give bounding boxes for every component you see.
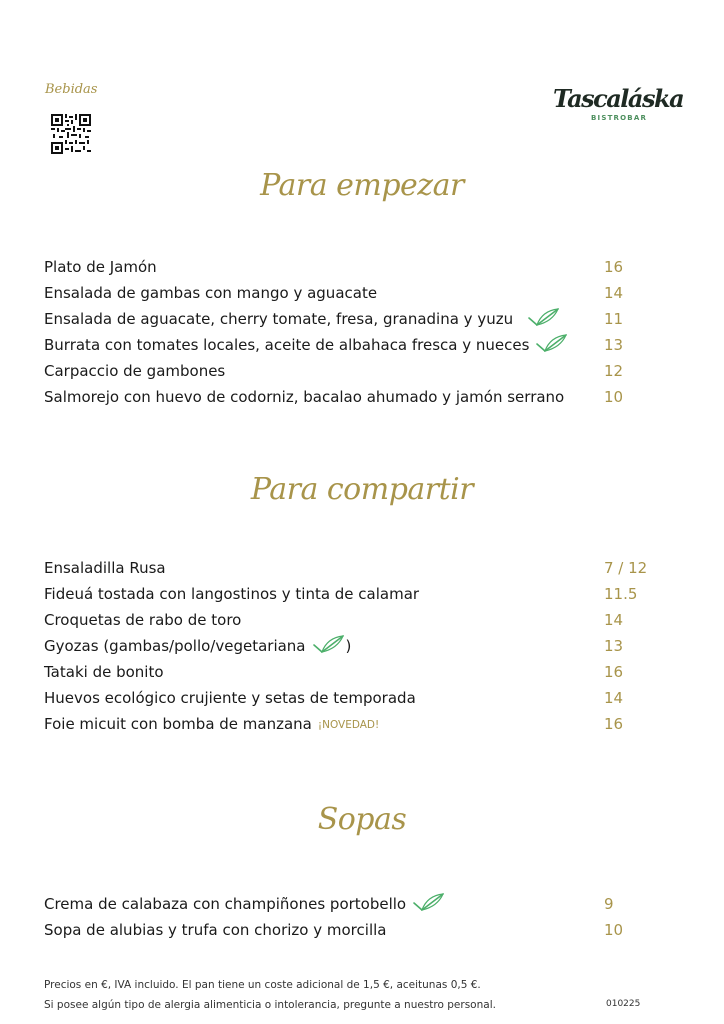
bebidas-label: Bebidas [45,82,98,97]
section-title-para-compartir: Para compartir [250,472,474,507]
item-name: Sopa de alubias y trufa con chorizo y morcilla [44,921,387,939]
menu-item [44,309,664,335]
item-price: 10 [604,388,624,406]
item-price: 14 [604,689,624,707]
item-price: 13 [604,637,624,655]
leaf-check-icon [310,633,346,655]
leaf-check-icon [525,306,561,328]
item-price: 11 [604,310,624,328]
brand-logo [553,84,684,126]
menu-item [44,688,664,714]
menu-list-para-compartir [44,558,664,740]
item-name: Foie micuit con bomba de manzana [44,715,312,733]
footer-price-note: Precios en €, IVA incluido. El pan tiene un coste adicional de 1,5 €, aceitunas 0,5 €. [44,979,481,991]
item-name-wrapper [44,894,446,914]
menu-item [44,920,664,946]
menu-item [44,636,664,662]
menu-item [44,283,664,309]
menu-item [44,257,664,283]
leaf-check-icon [533,332,569,354]
section-title-sopas: Sopas [317,802,407,837]
item-price: 7 / 12 [604,559,648,577]
item-name: Gyozas (gambas/pollo/vegetariana [44,637,306,655]
item-price: 16 [604,258,624,276]
item-price: 14 [604,284,624,302]
item-name-wrapper [44,636,351,656]
menu-item [44,361,664,387]
section-title-para-empezar: Para empezar [260,168,464,203]
item-name: Carpaccio de gambones [44,362,226,380]
menu-list-sopas [44,894,664,946]
item-name: Fideuá tostada con langostinos y tinta de calamar [44,585,420,603]
item-name: Huevos ecológico crujiente y setas de temporada [44,689,416,707]
item-name: Ensaladilla Rusa [44,559,166,577]
item-price: 11.5 [604,585,638,603]
item-name-suffix: ) [345,637,352,655]
menu-item [44,662,664,688]
item-name: Burrata con tomates locales, aceite de albahaca fresca y nueces [44,336,530,354]
item-name: Crema de calabaza con champiñones portobello [44,895,407,913]
item-price: 13 [604,336,624,354]
menu-item [44,335,664,361]
item-price: 12 [604,362,624,380]
brand-subtitle: BISTROBAR [591,114,648,122]
menu-item [44,894,664,920]
item-name: Tataki de bonito [44,663,164,681]
menu-item [44,387,664,413]
footer-allergy-note: Si posee algún tipo de alergia alimenticia o intolerancia, pregunte a nuestro personal. [44,999,496,1011]
item-name: Ensalada de aguacate, cherry tomate, fresa, granadina y yuzu [44,310,514,328]
menu-item [44,584,664,610]
item-price: 9 [604,895,614,913]
item-price: 10 [604,921,624,939]
item-name: Croquetas de rabo de toro [44,611,242,629]
item-name: Plato de Jamón [44,258,157,276]
menu-item [44,558,664,584]
menu-item [44,714,664,740]
document-code: 010225 [606,999,641,1009]
item-name-wrapper [44,335,569,355]
qr-code-icon[interactable] [51,114,91,154]
item-name-wrapper [44,714,379,735]
menu-item [44,610,664,636]
leaf-check-icon [410,891,446,913]
item-price: 16 [604,715,624,733]
item-name: Ensalada de gambas con mango y aguacate [44,284,378,302]
item-name: Salmorejo con huevo de codorniz, bacalao ahumado y jamón serrano [44,388,565,406]
novedad-badge: ¡NOVEDAD! [317,719,380,731]
brand-name: Tascaláska [553,84,684,113]
item-price: 14 [604,611,624,629]
menu-list-para-empezar [44,257,664,413]
item-name-wrapper [44,309,561,329]
item-price: 16 [604,663,624,681]
